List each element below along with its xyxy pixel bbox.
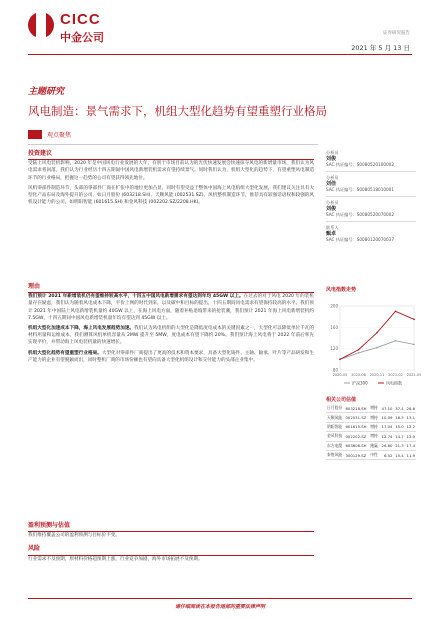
y-tick-label: 120 xyxy=(330,346,338,352)
valuation-table xyxy=(326,404,416,460)
reason-paragraph-2-text: 我们认为风电机组的大型化是降低度电成本的关键因素之一，大型化可以降低单位千瓦的材料用量和运维成本，我们测算风机单机容量从 2MW 提升至 5MW，度电成本有望下降约 20%。我们预计海上风电将于 2022 年前后率先实现平价，并带动海上风电装机量的快速增长。 xyxy=(28,326,314,346)
series-line-0 xyxy=(340,341,414,360)
report-type: 证券研究报告 xyxy=(383,31,410,36)
analyst-sac: SAC 执证编号：S0080518010001 xyxy=(326,187,395,192)
y-tick-label: 80 xyxy=(332,367,338,373)
footer-disclaimer: 请仔细阅读在本报告尾部的重要法律声明 xyxy=(174,604,265,610)
data-point xyxy=(358,349,360,351)
data-point xyxy=(395,311,397,313)
valuation-paragraph: 我们维持覆盖公司的盈利预测与目标价不变。 xyxy=(28,533,120,539)
analyst-sac: SAC 执证编号：S0080520100002 xyxy=(326,162,395,167)
analyst-divider xyxy=(326,171,416,172)
table-cell: 天顺风能 xyxy=(326,413,345,422)
analyst-sidebar xyxy=(326,150,416,243)
x-tick-label: 2021-05 xyxy=(406,373,422,377)
table-row xyxy=(326,450,416,459)
table-cell: 中性 xyxy=(369,450,379,459)
reason-section xyxy=(28,283,314,364)
table-cell: 泰胜风能 xyxy=(326,450,345,459)
logo-text-en: CICC xyxy=(60,11,101,28)
invest-paragraph-2: 风机零部件制造环节，头部的零部件厂商在扩张中的地位更加凸显，同时有望受益于整体中国海上风电机组大型化发展，我们建议关注具有大型化产品布局及海外提升的公司，如日月股份 (603218.SH)、天顺风能 (002531.SZ)、风机整机制造环节，推荐具有较强话语权和较强的风机设计能力的公司，如明阳智能 (601615.SH) 和金风科技 (002202.SZ/2208.HK)。 xyxy=(28,185,314,206)
table-cell: 日月股份 xyxy=(326,404,345,413)
y-tick-label: 160 xyxy=(330,324,338,330)
analyst-card xyxy=(326,200,416,218)
analyst-card xyxy=(326,150,416,168)
table-cell: 26.6 xyxy=(405,404,416,413)
table-cell: 17.04 xyxy=(380,422,394,431)
table-cell: 002531.SZ xyxy=(345,413,370,422)
reason-paragraph-3-text: 大型化对零部件厂商提出了更高的技术和资本要求，具备大型化铸件、主轴、轴承、叶片等产品研发和生产能力的企业有望脱颖而出，同时整机厂商的市场份额也有望向具备大型化机组设计和交付能力的头部企业集中。 xyxy=(28,350,314,363)
chart-title: 风电指数走势 xyxy=(326,287,357,293)
data-point xyxy=(339,359,341,361)
footer-divider xyxy=(28,598,412,599)
cicc-logo-mark xyxy=(28,12,54,38)
topic-label: 主题研究 xyxy=(28,87,65,97)
analyst-card xyxy=(326,225,416,243)
analyst-divider xyxy=(326,221,416,222)
analyst-name: 刘俊 xyxy=(326,156,337,162)
table-cell: 300129.SZ xyxy=(345,450,370,459)
reason-paragraph-3 xyxy=(28,350,314,364)
table-cell: 金风科技 xyxy=(326,432,345,441)
index-performance-chart xyxy=(326,296,422,394)
table-cell: 明阳智能 xyxy=(326,422,345,431)
data-point xyxy=(358,352,360,354)
table-cell: 16.3 xyxy=(393,413,404,422)
reason-paragraph-1-bold: 我们预计 2021 年新增装机仍有望维持较高水平，十四五中国风电新增需求有望达到年均 45GW 以上。 xyxy=(28,294,244,300)
analyst-card xyxy=(326,175,416,193)
analyst-role: 联系人 xyxy=(326,225,339,230)
reason-paragraph-2 xyxy=(28,325,314,347)
x-tick-label: 2020-05 xyxy=(332,373,348,377)
table-row xyxy=(326,422,416,431)
data-point xyxy=(376,347,378,349)
invest-heading: 投资建议 xyxy=(28,150,53,157)
tag-label: 观点聚焦 xyxy=(47,132,72,139)
plot-area xyxy=(340,306,414,370)
reason-paragraph-2-bold: 机组大型化加速成本下降，海上风电发展趋势加速。 xyxy=(28,326,135,332)
report-date: 2021 年 5 月 13 日 xyxy=(351,44,410,52)
table-cell: 15.0 xyxy=(393,422,404,431)
reason-paragraph-1-text: 在过去的对于风电 2020 年的装机量存在疑虑，我们认为随着风电成本下降，平价上网的时代到来，以及碳中和目标的提出，十四五期间风电需求有望保持较高的水平。我们预计 2021 年中国陆上风电新增装机量约 40GW 以上，在海上风电方面，随着补贴退坡带来的抢装潮，我们预计 2021 年海上风电新增装机约 7.5GW，十四五期间中国风电新增装机量年均有望达到 45GW 以上。 xyxy=(28,294,314,321)
table-cell: 13.1 xyxy=(405,413,416,422)
risk-paragraph: 行业需求不及预期，原材料价格超预期上涨，行业竞争加剧，海外市场拓展不及预期。 xyxy=(28,556,203,562)
table-cell: 12.2 xyxy=(405,422,416,431)
table-cell: 14.7 xyxy=(393,432,404,441)
invest-section xyxy=(28,150,314,206)
table-cell: 12.0 xyxy=(405,432,416,441)
logo-text-cn: 中金公司 xyxy=(60,31,104,44)
table-cell: 11.9 xyxy=(405,450,416,459)
analyst-sac: SAC 执证编号：S0080520070002 xyxy=(326,212,395,217)
data-point xyxy=(413,319,415,321)
table-cell: 603606.SH xyxy=(345,441,370,450)
table-row xyxy=(326,404,416,413)
analyst-name: 刘俊 xyxy=(326,206,337,212)
table-cell: 21.3 xyxy=(393,441,404,450)
table-cell: 002202.SZ xyxy=(345,432,370,441)
table-title: 相关公司估值 xyxy=(326,397,357,403)
legend-label: 风电指数 xyxy=(386,380,402,386)
cicc-logo xyxy=(28,10,148,50)
valuation-heading: 盈利预测与估值 xyxy=(28,522,71,529)
table-row xyxy=(326,441,416,450)
header-divider xyxy=(28,54,412,55)
reason-paragraph-1 xyxy=(28,293,314,322)
report-title: 风电制造：景气需求下，机组大型化趋势有望重塑行业格局 xyxy=(28,104,327,118)
analyst-role: 分析员 xyxy=(326,200,339,205)
table-cell: 6.52 xyxy=(380,450,394,459)
table-cell: 37.4 xyxy=(393,404,404,413)
data-point xyxy=(413,344,415,346)
reason-paragraph-3-bold: 机组大型化趋势有望重塑行业格局。 xyxy=(28,350,102,356)
analyst-sac: SAC 执证编号：S0080120070037 xyxy=(326,237,395,242)
table-cell: 12.74 xyxy=(380,432,394,441)
table-cell: 17.4 xyxy=(405,441,416,450)
tag-divider xyxy=(28,144,318,145)
table-cell: 10.09 xyxy=(380,413,394,422)
table-cell: 增持 xyxy=(369,413,379,422)
table-cell: 增持 xyxy=(369,404,379,413)
analyst-name: 甄卓 xyxy=(326,231,337,237)
analyst-role: 分析员 xyxy=(326,175,339,180)
x-tick-label: 2020-11 xyxy=(369,373,385,377)
table-cell: 26.60 xyxy=(380,441,394,450)
table-cell: 603218.SH xyxy=(345,404,370,413)
table-row xyxy=(326,432,416,441)
table-row xyxy=(326,413,416,422)
risk-heading: 风险 xyxy=(28,545,41,553)
series-line-1 xyxy=(340,311,414,359)
x-tick-label: 2020-08 xyxy=(351,373,366,377)
data-point xyxy=(376,332,378,334)
risk-section xyxy=(28,522,314,563)
table-cell: 增持 xyxy=(369,432,379,441)
table-cell: 东方电缆 xyxy=(326,441,345,450)
table-cell: 47.10 xyxy=(380,404,394,413)
analyst-divider xyxy=(326,196,416,197)
table-cell: 跑赢 xyxy=(369,441,379,450)
legend-label: 沪深300 xyxy=(352,380,368,386)
y-tick-label: 200 xyxy=(330,303,338,309)
table-cell: 601615.SH xyxy=(345,422,370,431)
x-tick-label: 2021-02 xyxy=(388,373,403,377)
data-point xyxy=(395,340,397,342)
analyst-name: 刘佳 xyxy=(326,181,337,187)
tag-marker xyxy=(28,130,42,139)
table-cell: 增持 xyxy=(369,422,379,431)
table-cell: 15.4 xyxy=(393,450,404,459)
analyst-role: 分析员 xyxy=(326,150,339,155)
reason-heading: 理由 xyxy=(28,283,41,290)
invest-paragraph-1: 受陆上风电装机影响，2020 年是中国风电行业发展的大年，有别于市场目前认为的光伏快速发展会快速掠夺风电的新增量市场，我们认为风电需求将回落，我们认为行业经历十四五期间中国风电新增装机需求有望持续景气。同时我们认为，机组大型化的趋势下，有望重塑风电制造环节的行业格局，把握这一趋势的公司有望获得领先地位。 xyxy=(28,161,314,181)
